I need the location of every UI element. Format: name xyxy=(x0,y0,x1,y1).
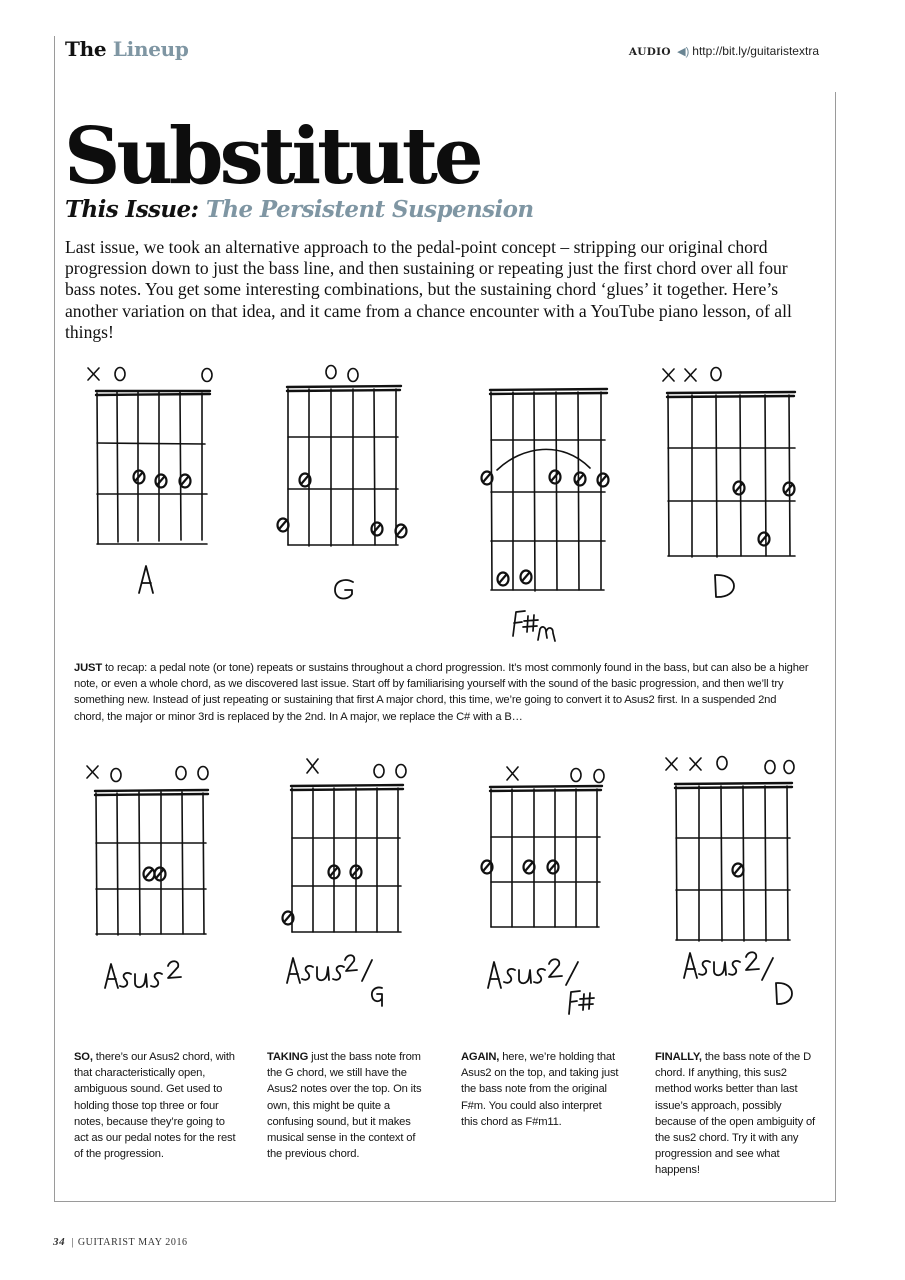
finger-dot xyxy=(144,868,166,881)
page-title: Substitute xyxy=(64,111,480,202)
subtitle-name: The Persistent Suspension xyxy=(205,196,534,223)
chord-label-asus2-over-g xyxy=(287,955,382,1006)
mute-marker xyxy=(88,368,99,380)
chord-label-a xyxy=(139,566,153,593)
mute-marker xyxy=(307,759,318,773)
section-label-part2: Lineup xyxy=(112,37,189,61)
footer-issue: MAY 2016 xyxy=(138,1237,188,1248)
caption-text: there’s our Asus2 chord, with that characteristically open, ambiguous sound. Get used to holding those top three or four notes, because they’re going to act as our pedal notes for the rest of the progression. xyxy=(74,1051,236,1161)
chord-label-asus2 xyxy=(105,961,181,988)
chord-diagram-asus2 xyxy=(87,766,208,988)
caption-column-3 xyxy=(461,1049,621,1130)
barre-arc xyxy=(497,449,590,470)
open-marker xyxy=(711,368,721,381)
open-marker xyxy=(176,767,186,780)
page-number: 34 xyxy=(53,1236,66,1248)
caption-lead: TAKING xyxy=(267,1051,309,1063)
open-marker xyxy=(111,769,121,782)
mute-marker xyxy=(690,758,701,770)
mute-marker xyxy=(666,758,677,770)
finger-dot xyxy=(278,474,407,538)
open-marker xyxy=(115,368,125,381)
chord-label-fsharp-m xyxy=(513,611,555,641)
caption-column-4 xyxy=(655,1049,820,1179)
open-marker xyxy=(784,761,794,774)
open-marker xyxy=(396,765,406,778)
mute-marker xyxy=(685,369,696,381)
recap-text: to recap: a pedal note (or tone) repeats or sustains throughout a chord progression. It’s most commonly found in the bass, but can also be a higher note, or even a whole chord, as we discovered last issue. Start off by familiarising yourself with the sound of the basic progression, and then we’ll try something new. Instead of just repeating or sustaining that first A major chord, this time, we’re going to convert it to Asus2 first. In a suspended 2nd chord, the major or minor 3rd is replaced by the 2nd. In A major, we replace the C# with a B… xyxy=(74,662,809,723)
chord-diagram-asus2-over-g xyxy=(283,759,407,1006)
section-label-part1: The xyxy=(65,37,107,61)
finger-dot xyxy=(283,866,362,925)
open-marker xyxy=(571,769,581,782)
chord-label-d xyxy=(715,575,734,597)
chord-diagram-asus2-over-fsharp xyxy=(482,767,605,1014)
chord-diagram-fsharp-m xyxy=(482,389,609,641)
caption-text: just the bass note from the G chord, we still have the Asus2 notes over the top. On its own, this might be quite a confusing sound, but it makes musical sense in the context of the previous chord. xyxy=(267,1051,422,1161)
mute-marker xyxy=(663,369,674,381)
open-marker xyxy=(326,366,336,379)
mute-marker xyxy=(507,767,518,780)
open-marker xyxy=(594,770,604,783)
finger-dot xyxy=(733,864,744,877)
finger-dot xyxy=(734,482,795,546)
caption-lead: AGAIN, xyxy=(461,1051,500,1063)
subtitle-prefix: This Issue: xyxy=(65,196,199,223)
chord-label-g xyxy=(335,580,353,598)
caption-column-1 xyxy=(74,1049,239,1162)
open-marker xyxy=(374,765,384,778)
footer-magazine: GUITARIST xyxy=(77,1237,136,1248)
chord-diagram-a xyxy=(88,368,212,594)
chord-diagram-g xyxy=(278,366,407,599)
chord-label-asus2-over-fsharp xyxy=(488,959,594,1014)
finger-dot xyxy=(482,861,559,874)
caption-lead: FINALLY, xyxy=(655,1051,702,1063)
audio-label: AUDIO xyxy=(628,46,671,58)
footer-separator: | xyxy=(71,1237,74,1248)
intro-paragraph: Last issue, we took an alternative approach to the pedal-point concept – stripping our original chord progression down to just the bass line, and then sustaining or repeating just the first chord over all four bass notes. You get some interesting combinations, but the sustaining chord ‘glues’ it together. Here’s another variation on that idea, and it came from a chance encounter with a YouTube piano lesson, of all things! xyxy=(65,237,792,342)
caption-lead: SO, xyxy=(74,1051,93,1063)
open-marker xyxy=(348,369,358,382)
caption-column-2 xyxy=(267,1049,432,1162)
speaker-icon: ◀) xyxy=(677,46,690,58)
chord-diagram-d xyxy=(663,368,795,598)
caption-text: here, we’re holding that Asus2 on the top, and taking just the bass note from the original F#m. You could also interpret this chord as F#m11. xyxy=(461,1051,619,1128)
mute-marker xyxy=(87,766,98,778)
open-marker xyxy=(198,767,208,780)
finger-dot xyxy=(134,471,191,488)
open-marker xyxy=(717,757,727,770)
chord-label-asus2-over-d xyxy=(684,952,792,1004)
finger-dot xyxy=(482,471,609,586)
recap-lead: JUST xyxy=(74,662,102,674)
open-marker xyxy=(765,761,775,774)
audio-url[interactable]: http://bit.ly/guitaristextra xyxy=(692,44,819,58)
chord-diagram-asus2-over-d xyxy=(666,757,794,1005)
recap-paragraph xyxy=(74,660,809,725)
open-marker xyxy=(202,369,212,382)
caption-text: the bass note of the D chord. If anything, this sus2 method works better than last issue’s approach, possibly because of the open ambiguity of the sus2 chord. Try it with any progression and see what happens! xyxy=(655,1051,816,1177)
page-footer xyxy=(53,1236,188,1248)
